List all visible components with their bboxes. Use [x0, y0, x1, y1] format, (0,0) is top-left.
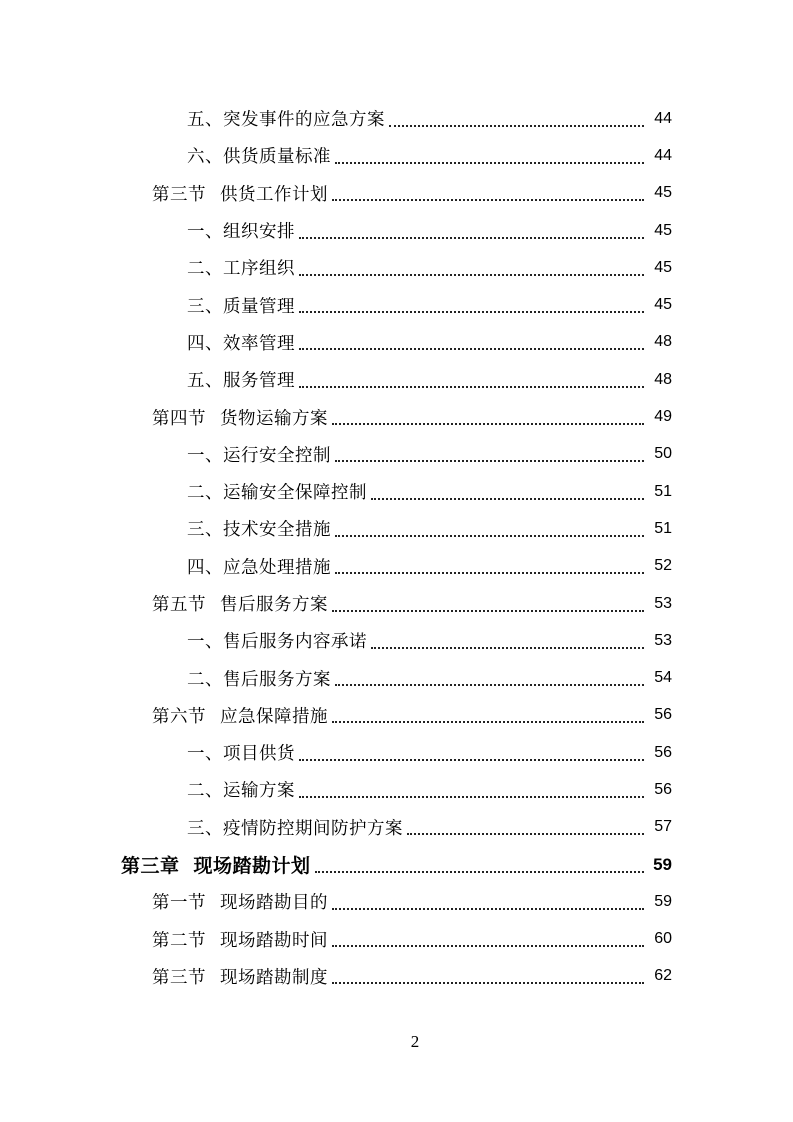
toc-entry-title: [152, 964, 328, 989]
toc-dot-leader: [332, 423, 644, 425]
toc-entry-item[interactable]: [0, 809, 793, 846]
toc-entry-page: 56: [654, 780, 672, 798]
toc-dot-leader: [335, 535, 644, 537]
toc-entry-section[interactable]: [0, 883, 793, 920]
toc-entry-label: 运输方案: [223, 781, 295, 802]
toc-entry-item[interactable]: [0, 249, 793, 286]
toc-entry-item[interactable]: [0, 548, 793, 585]
toc-entry-item[interactable]: [0, 436, 793, 473]
toc-entry-title: [187, 330, 295, 355]
toc-entry-number: 二、: [187, 483, 223, 504]
toc-entry-label: 供货质量标准: [223, 147, 331, 168]
toc-entry-label: 项目供货: [223, 744, 295, 765]
toc-entry-page: 59: [653, 854, 672, 874]
toc-entry-page: 50: [654, 445, 672, 463]
toc-entry-title: [187, 628, 367, 653]
toc-entry-label: 突发事件的应急方案: [223, 110, 385, 131]
toc-entry-page: 59: [654, 892, 672, 910]
toc-entry-item[interactable]: [0, 100, 793, 137]
toc-entry-label: 效率管理: [223, 333, 295, 354]
toc-entry-item[interactable]: [0, 212, 793, 249]
toc-entry-section[interactable]: [0, 921, 793, 958]
table-of-contents: [0, 100, 793, 995]
toc-entry-page: 56: [654, 743, 672, 761]
toc-dot-leader: [332, 908, 644, 910]
toc-dot-leader: [389, 125, 644, 127]
toc-dot-leader: [371, 498, 644, 500]
toc-entry-title: [187, 293, 295, 318]
toc-entry-page: 48: [654, 333, 672, 351]
toc-entry-label: 现场踏勘时间: [220, 930, 328, 951]
toc-entry-page: 51: [654, 519, 672, 537]
toc-entry-number: 一、: [187, 222, 223, 243]
toc-entry-page: 53: [654, 631, 672, 649]
toc-entry-number: 一、: [187, 632, 223, 653]
toc-entry-title: [187, 367, 295, 392]
toc-dot-leader: [299, 796, 644, 798]
toc-entry-number: 第三节: [152, 967, 206, 988]
toc-entry-number: 一、: [187, 445, 223, 466]
toc-dot-leader: [299, 348, 644, 350]
toc-entry-label: 货物运输方案: [220, 408, 328, 429]
toc-entry-label: 组织安排: [223, 222, 295, 243]
toc-entry-label: 质量管理: [223, 296, 295, 317]
toc-entry-label: 售后服务方案: [223, 669, 331, 690]
toc-entry-label: 售后服务内容承诺: [223, 632, 367, 653]
toc-entry-page: 45: [654, 221, 672, 239]
toc-entry-number: 第五节: [152, 595, 206, 615]
toc-entry-title: [187, 815, 403, 840]
toc-dot-leader: [299, 237, 644, 239]
toc-entry-label: 现场踏勘目的: [220, 893, 328, 914]
toc-entry-page: 45: [654, 258, 672, 276]
toc-dot-leader: [371, 647, 644, 649]
toc-entry-page: 56: [654, 706, 672, 724]
toc-entry-number: 四、: [187, 333, 223, 354]
toc-entry-title: [187, 740, 295, 765]
toc-entry-item[interactable]: [0, 137, 793, 174]
toc-entry-page: 60: [654, 930, 672, 948]
toc-dot-leader: [335, 460, 644, 462]
toc-entry-section[interactable]: [0, 585, 793, 622]
toc-entry-label: 应急处理措施: [223, 557, 331, 578]
toc-entry-chapter[interactable]: [0, 846, 793, 883]
toc-entry-page: 44: [654, 109, 672, 127]
toc-dot-leader: [335, 572, 644, 574]
toc-entry-item[interactable]: [0, 622, 793, 659]
toc-entry-page: 57: [654, 818, 672, 836]
toc-dot-leader: [407, 833, 644, 835]
toc-entry-title: [152, 889, 328, 914]
toc-entry-section[interactable]: [0, 697, 793, 734]
toc-dot-leader: [299, 274, 644, 276]
toc-entry-page: 51: [654, 482, 672, 500]
toc-entry-number: 一、: [187, 744, 223, 765]
toc-entry-title: [152, 405, 328, 430]
toc-entry-number: 二、: [187, 259, 223, 280]
toc-dot-leader: [299, 759, 644, 761]
toc-entry-label: 运输安全保障控制: [223, 483, 367, 504]
toc-dot-leader: [332, 945, 644, 947]
toc-entry-item[interactable]: [0, 659, 793, 696]
toc-entry-number: 三、: [187, 296, 223, 317]
toc-entry-item[interactable]: [0, 473, 793, 510]
toc-entry-label: 现场踏勘计划: [193, 855, 311, 878]
toc-entry-label: 疫情防控期间防护方案: [223, 818, 403, 839]
toc-entry-item[interactable]: [0, 734, 793, 771]
toc-entry-title: [187, 218, 295, 243]
toc-entry-label: 供货工作计划: [220, 184, 328, 205]
toc-entry-label: 技术安全措施: [223, 520, 331, 541]
toc-entry-label: 工序组织: [223, 259, 295, 280]
toc-entry-title: [187, 255, 295, 280]
toc-entry-item[interactable]: [0, 510, 793, 547]
toc-entry-title: [187, 479, 367, 504]
toc-entry-title: [152, 591, 328, 616]
toc-entry-number: 第六节: [152, 706, 206, 727]
toc-entry-page: 53: [654, 594, 672, 612]
toc-entry-label: 应急保障措施: [220, 706, 328, 727]
toc-entry-number: 第四节: [152, 408, 206, 429]
toc-entry-page: 48: [654, 370, 672, 388]
toc-entry-number: 五、: [187, 110, 223, 131]
toc-entry-number: 四、: [187, 557, 223, 578]
toc-entry-page: 45: [654, 296, 672, 314]
toc-entry-number: 三、: [187, 520, 223, 541]
toc-entry-item[interactable]: [0, 324, 793, 361]
toc-entry-title: [187, 143, 331, 168]
toc-entry-page: 52: [654, 557, 672, 575]
toc-entry-section[interactable]: [0, 175, 793, 212]
toc-entry-title: [152, 181, 328, 206]
toc-entry-number: 三、: [187, 818, 223, 839]
toc-entry-label: 现场踏勘制度: [220, 967, 328, 988]
toc-entry-number: 第三章: [121, 855, 180, 878]
toc-dot-leader: [335, 684, 644, 686]
toc-entry-number: 六、: [187, 147, 223, 168]
toc-dot-leader: [299, 386, 644, 388]
toc-entry-item[interactable]: [0, 286, 793, 323]
toc-entry-number: 五、: [187, 371, 223, 392]
toc-entry-number: 二、: [187, 669, 223, 690]
toc-dot-leader: [332, 721, 644, 723]
toc-entry-label: 售后服务方案: [220, 595, 328, 615]
toc-entry-number: 二、: [187, 781, 223, 802]
toc-entry-title: [152, 927, 328, 952]
toc-entry-label: 服务管理: [223, 371, 295, 392]
toc-entry-title: [187, 554, 331, 579]
toc-dot-leader: [332, 610, 644, 612]
toc-dot-leader: [335, 162, 644, 164]
toc-entry-item[interactable]: [0, 771, 793, 808]
toc-entry-title: [187, 666, 331, 691]
toc-entry-page: 45: [654, 184, 672, 202]
page-number: 2: [410, 1032, 420, 1051]
toc-entry-item[interactable]: [0, 361, 793, 398]
toc-entry-number: 第一节: [152, 893, 206, 914]
toc-entry-title: [187, 777, 295, 802]
toc-dot-leader: [332, 982, 644, 984]
toc-entry-section[interactable]: [0, 958, 793, 995]
toc-entry-title: [152, 703, 328, 728]
toc-entry-page: 54: [654, 669, 672, 687]
toc-entry-section[interactable]: [0, 398, 793, 435]
toc-dot-leader: [315, 871, 644, 873]
toc-entry-title: [187, 516, 331, 541]
toc-entry-page: 44: [654, 146, 672, 164]
toc-entry-page: 62: [654, 967, 672, 985]
toc-entry-page: 49: [654, 408, 672, 426]
toc-dot-leader: [332, 199, 644, 201]
toc-entry-number: 第三节: [152, 184, 206, 205]
toc-entry-label: 运行安全控制: [223, 445, 331, 466]
toc-entry-title: [187, 106, 385, 131]
toc-entry-number: 第二节: [152, 930, 206, 951]
toc-dot-leader: [299, 311, 644, 313]
toc-entry-title: [187, 442, 331, 467]
toc-entry-title: [121, 851, 311, 878]
